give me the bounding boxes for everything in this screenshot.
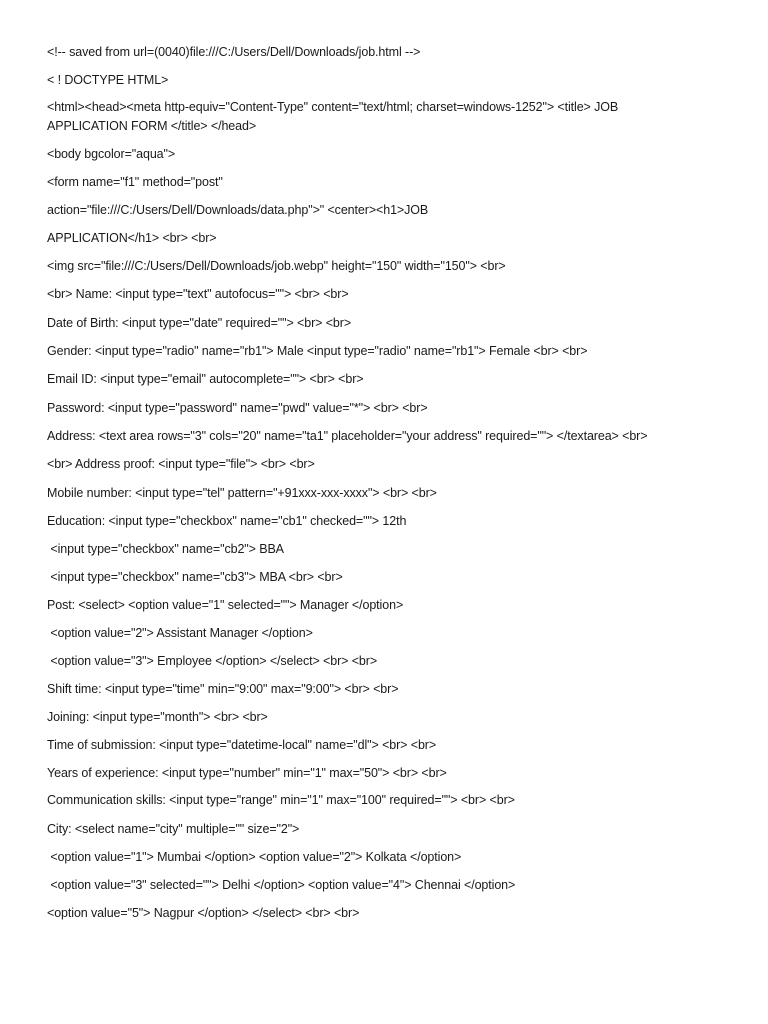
text-line: <!-- saved from url=(0040)file:///C:/Users/Dell/Downloads/job.html -->	[47, 45, 421, 59]
text-line: <html><head><meta http-equiv="Content-Type" content="text/html; charset=windows-1252"> <title> JOB	[47, 100, 619, 114]
text-line: <br> Address proof: <input type="file"> <br> <br>	[47, 457, 315, 471]
text-line: <option value="1"> Mumbai </option> <option value="2"> Kolkata </option>	[47, 850, 462, 864]
text-line: <option value="3"> Employee </option> </select> <br> <br>	[47, 654, 378, 668]
text-line: Email ID: <input type="email" autocomplete=""> <br> <br>	[47, 372, 364, 386]
text-line: <option value="5"> Nagpur </option> </select> <br> <br>	[47, 906, 360, 920]
text-line: <option value="3" selected=""> Delhi </option> <option value="4"> Chennai </option>	[47, 878, 516, 892]
text-line: Address: <text area rows="3" cols="20" name="ta1" placeholder="your address" required=""> </textarea> <br>	[47, 429, 648, 443]
text-line: APPLICATION</h1> <br> <br>	[47, 231, 217, 245]
text-line: <form name="f1" method="post"	[47, 175, 223, 189]
text-line: Years of experience: <input type="number" min="1" max="50"> <br> <br>	[47, 766, 447, 780]
text-line: Mobile number: <input type="tel" pattern="+91xxx-xxx-xxxx"> <br> <br>	[47, 486, 437, 500]
text-line: <input type="checkbox" name="cb2"> BBA	[47, 542, 284, 556]
text-line: Time of submission: <input type="datetime-local" name="dl"> <br> <br>	[47, 738, 437, 752]
text-line: City: <select name="city" multiple="" size="2">	[47, 822, 300, 836]
text-line: <img src="file:///C:/Users/Dell/Downloads/job.webp" height="150" width="150"> <br>	[47, 259, 506, 273]
text-line: Password: <input type="password" name="pwd" value="*"> <br> <br>	[47, 401, 428, 415]
text-line: < ! DOCTYPE HTML>	[47, 73, 169, 87]
text-line: <body bgcolor="aqua">	[47, 147, 176, 161]
text-line: APPLICATION FORM </title> </head>	[47, 119, 257, 133]
text-line: Post: <select> <option value="1" selected=""> Manager </option>	[47, 598, 404, 612]
text-line: Joining: <input type="month"> <br> <br>	[47, 710, 268, 724]
text-line: action="file:///C:/Users/Dell/Downloads/data.php">" <center><h1>JOB	[47, 203, 429, 217]
text-line: Date of Birth: <input type="date" required=""> <br> <br>	[47, 316, 352, 330]
text-line: Gender: <input type="radio" name="rb1"> Male <input type="radio" name="rb1"> Female <br> <br>	[47, 344, 588, 358]
text-line: Communication skills: <input type="range" min="1" max="100" required=""> <br> <br>	[47, 793, 515, 807]
text-line: Shift time: <input type="time" min="9:00" max="9:00"> <br> <br>	[47, 682, 399, 696]
text-line: <option value="2"> Assistant Manager </option>	[47, 626, 313, 640]
text-line: <input type="checkbox" name="cb3"> MBA <br> <br>	[47, 570, 343, 584]
text-line: <br> Name: <input type="text" autofocus=""> <br> <br>	[47, 287, 349, 301]
text-line: Education: <input type="checkbox" name="cb1" checked=""> 12th	[47, 514, 407, 528]
